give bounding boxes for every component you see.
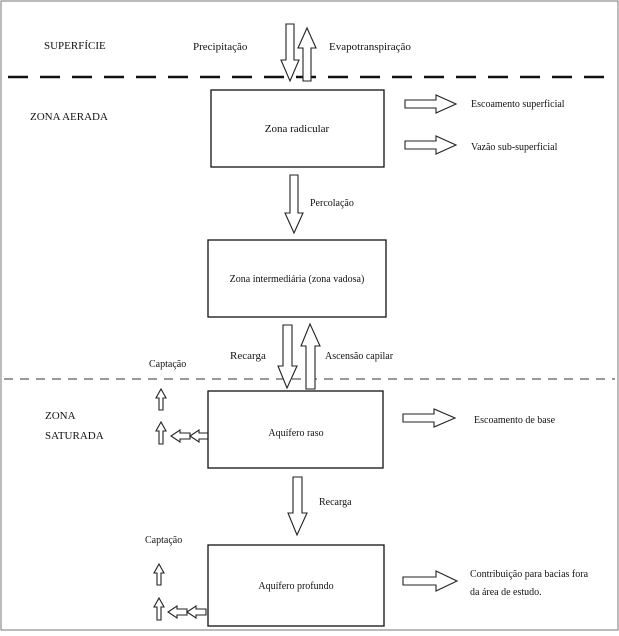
zona-saturada-label-line1: ZONA [45, 410, 76, 422]
vazao-subsuperficial-label: Vazão sub-superficial [471, 142, 558, 153]
contribuicao-arrow-icon [403, 571, 457, 591]
zona-radicular-label: Zona radicular [264, 123, 330, 135]
aquifero-raso-label: Aquífero raso [268, 428, 324, 439]
zona-intermediaria-label: Zona intermediária (zona vadosa) [229, 274, 365, 285]
captacao-label-1: Captação [149, 359, 187, 370]
percolation-arrow-icon [285, 175, 303, 233]
escoamento-base-arrow-icon [403, 409, 455, 427]
escoamento-superficial-label: Escoamento superficial [471, 99, 565, 110]
escoamento-superficial-arrow-icon [405, 95, 456, 113]
ascensao-capilar-label: Ascensão capilar [325, 351, 394, 362]
contribuicao-label-line2: da área de estudo. [470, 587, 542, 598]
captacao-left-arrow-icon-4 [187, 606, 206, 618]
recarga-label-1: Recarga [230, 350, 266, 362]
evapotranspiracao-label: Evapotranspiração [329, 41, 411, 53]
percolacao-label: Percolação [310, 198, 354, 209]
captacao-left-arrow-icon-2 [190, 430, 209, 442]
captacao-left-arrow-icon-3 [168, 606, 187, 618]
zona-saturada-label-line2: SATURADA [45, 430, 104, 442]
vazao-subsuperficial-arrow-icon [405, 136, 456, 154]
aquifero-profundo-label: Aquífero profundo [258, 581, 334, 592]
evapotranspiration-arrow-icon [298, 28, 316, 81]
escoamento-base-label: Escoamento de base [474, 415, 556, 426]
captacao-up-arrow-icon-3 [154, 564, 164, 585]
precipitation-arrow-icon [281, 24, 299, 81]
precipitacao-label: Precipitação [193, 41, 248, 53]
captacao-label-2: Captação [145, 535, 183, 546]
contribuicao-label-line1: Contribuição para bacias fora [470, 569, 589, 580]
captacao-up-arrow-icon-4 [154, 598, 164, 620]
recarga-label-2: Recarga [319, 497, 352, 508]
captacao-left-arrow-icon-1 [171, 430, 190, 442]
captacao-up-arrow-icon-2 [156, 422, 166, 444]
superficie-label: SUPERFÍCIE [44, 40, 106, 52]
captacao-up-arrow-icon-1 [156, 389, 166, 410]
ascensao-capilar-arrow-icon [301, 324, 320, 389]
zona-aerada-label: ZONA AERADA [30, 111, 108, 123]
recarga-arrow-icon-2 [288, 477, 307, 535]
